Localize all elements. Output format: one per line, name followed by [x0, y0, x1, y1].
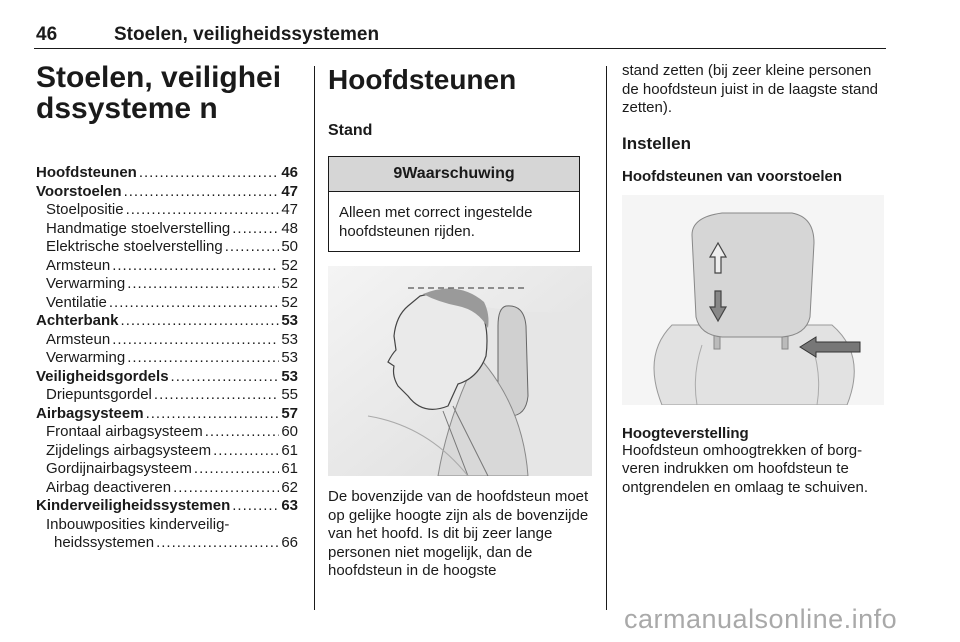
column-divider-right — [606, 66, 607, 610]
section-heading: Instellen — [622, 133, 691, 153]
toc-entry-label: Frontaal airbagsysteem — [46, 423, 203, 440]
toc-entry-label: Airbag deactiveren — [46, 478, 172, 496]
body-paragraph-continued: stand zetten (bij zeer kleine personen de hoofdsteun juist in de laagste stand zetten). — [622, 62, 879, 116]
warning-icon: 9 — [393, 165, 403, 182]
toc-leader-dots — [154, 386, 279, 405]
toc-entry-page: 47 — [281, 201, 298, 218]
toc-leader-dots — [225, 238, 280, 257]
toc-leader-dots — [126, 201, 280, 220]
toc-entry[interactable] — [36, 497, 298, 516]
toc-leader-dots — [146, 405, 280, 424]
toc-entry-page: 63 — [281, 497, 298, 514]
toc-entry-label: Verwarming — [46, 275, 126, 292]
watermark: carmanualsonline.info — [624, 604, 898, 634]
header-rule — [34, 48, 886, 49]
toc-entry-label: Voorstoelen — [36, 182, 122, 200]
warning-header — [329, 157, 579, 192]
toc-leader-dots — [232, 220, 279, 239]
toc-entry[interactable] — [36, 405, 298, 424]
toc-entry[interactable] — [36, 331, 298, 350]
toc-leader-dots — [109, 294, 279, 313]
height-adjust-text: Hoofdsteun omhoogtrekken of borg-veren indrukken om hoofdsteun te ontgrendelen en omlaag te schuiven. — [622, 441, 869, 496]
toc-entry-page: 47 — [281, 182, 298, 200]
toc-leader-dots — [171, 368, 280, 387]
toc-entry-page: 50 — [281, 238, 298, 255]
toc-entry-label: heidssystemen — [54, 534, 155, 551]
toc-entry-label: Gordijnairbagsysteem — [46, 460, 192, 477]
toc-entry[interactable] — [36, 220, 298, 239]
toc-entry-wrapped-line[interactable] — [36, 534, 298, 553]
toc-entry[interactable] — [36, 479, 298, 498]
height-adjust-heading: Hoogteverstelling — [622, 424, 749, 442]
toc-leader-dots — [112, 331, 279, 350]
toc-entry-page: 52 — [281, 275, 298, 292]
toc-entry-page: 66 — [281, 534, 298, 551]
toc-entry-page: 61 — [281, 441, 298, 459]
page-number: 46 — [36, 24, 58, 45]
toc-entry[interactable] — [36, 183, 298, 202]
running-title: Stoelen, veiligheidssystemen — [114, 24, 380, 45]
toc-entry[interactable] — [36, 257, 298, 276]
toc-entry-page: 48 — [281, 219, 298, 237]
toc-entry-label: Zijdelings airbagsysteem — [46, 441, 212, 459]
toc-leader-dots — [232, 497, 279, 516]
toc-entry-page: 52 — [281, 256, 298, 274]
subsection-heading: Hoofdsteunen van voorstoelen — [622, 167, 843, 185]
toc-leader-dots — [121, 312, 280, 331]
toc-leader-dots — [139, 164, 279, 183]
toc-leader-dots — [194, 460, 279, 479]
toc-entry[interactable] — [36, 238, 298, 257]
toc-entry-label: Ventilatie — [46, 293, 107, 311]
headrest-position-illustration — [328, 266, 592, 476]
toc-entry-label: Hoofdsteunen — [36, 164, 137, 181]
toc-leader-dots — [205, 423, 280, 442]
section-title: Hoofdsteunen — [328, 64, 517, 95]
toc-entry[interactable] — [36, 349, 298, 368]
toc-entry-label: Driepuntsgordel — [46, 386, 152, 403]
toc-entry[interactable] — [36, 368, 298, 387]
left-column — [36, 62, 298, 553]
toc-leader-dots — [173, 479, 279, 498]
toc-entry-page: 52 — [281, 293, 298, 311]
toc-entry[interactable] — [36, 275, 298, 294]
toc-entry-label: Airbagsysteem — [36, 404, 144, 422]
toc-entry[interactable] — [36, 423, 298, 442]
toc-entry[interactable] — [36, 460, 298, 479]
toc-entry-page: 53 — [281, 312, 298, 329]
toc-entry-page: 60 — [281, 423, 298, 440]
toc-entry[interactable] — [36, 312, 298, 331]
toc-entry-page: 55 — [281, 386, 298, 403]
toc-entry-page: 53 — [281, 349, 298, 366]
toc-leader-dots — [127, 275, 279, 294]
toc-entry-label: Inbouwposities kinderveilig- — [46, 515, 230, 533]
right-column — [622, 62, 892, 497]
toc-entry-label: Verwarming — [46, 349, 126, 366]
warning-box — [328, 156, 580, 252]
toc-entry[interactable] — [36, 164, 298, 183]
section-subtitle: Stand — [328, 122, 373, 139]
toc-entry-label: Veiligheidsgordels — [36, 367, 169, 385]
toc-entry-page: 57 — [281, 404, 298, 422]
chapter-title: Stoelen, veiligheidssysteme n — [36, 61, 282, 125]
toc-leader-dots — [127, 349, 279, 368]
toc-entry-page: 62 — [281, 478, 298, 496]
warning-heading: Waarschuwing — [402, 165, 515, 182]
toc-entry-label: Handmatige stoelverstelling — [46, 219, 231, 237]
toc-leader-dots — [112, 257, 279, 276]
toc-entry-label: Elektrische stoelverstelling — [46, 238, 223, 255]
toc-leader-dots — [124, 183, 280, 202]
toc-entry-label: Achterbank — [36, 312, 119, 329]
toc-entry-page: 53 — [281, 330, 298, 348]
toc-entry-label: Stoelpositie — [46, 201, 124, 218]
toc-entry-label: Armsteun — [46, 256, 111, 274]
warning-text: Alleen met correct ingestelde hoofdsteunen rijden. — [339, 204, 533, 240]
body-paragraph: De bovenzijde van de hoofdsteun moet op gelijke hoogte zijn als de bovenzijde van het hoofd. Is dit bij zeer lange personen niet mogelijk, dan de hoofdsteun in de hoogste — [328, 488, 589, 579]
toc-entry-label: Kinderveiligheidssystemen — [36, 497, 231, 514]
toc-entry[interactable] — [36, 386, 298, 405]
toc-entry-wrapped[interactable] — [36, 516, 298, 535]
toc-entry-page: 61 — [281, 460, 298, 477]
toc-leader-dots — [213, 442, 279, 461]
toc-entry-page: 46 — [281, 164, 298, 181]
page-header — [36, 24, 379, 46]
toc-entry[interactable] — [36, 442, 298, 461]
toc-entry-page: 53 — [281, 367, 298, 385]
column-divider-left — [314, 66, 315, 610]
toc-entry-label: Armsteun — [46, 330, 111, 348]
toc-leader-dots — [156, 534, 279, 553]
middle-column — [328, 62, 592, 581]
headrest-adjustment-illustration — [622, 195, 884, 405]
table-of-contents — [36, 164, 298, 553]
toc-entry[interactable] — [36, 294, 298, 313]
toc-entry[interactable] — [36, 201, 298, 220]
